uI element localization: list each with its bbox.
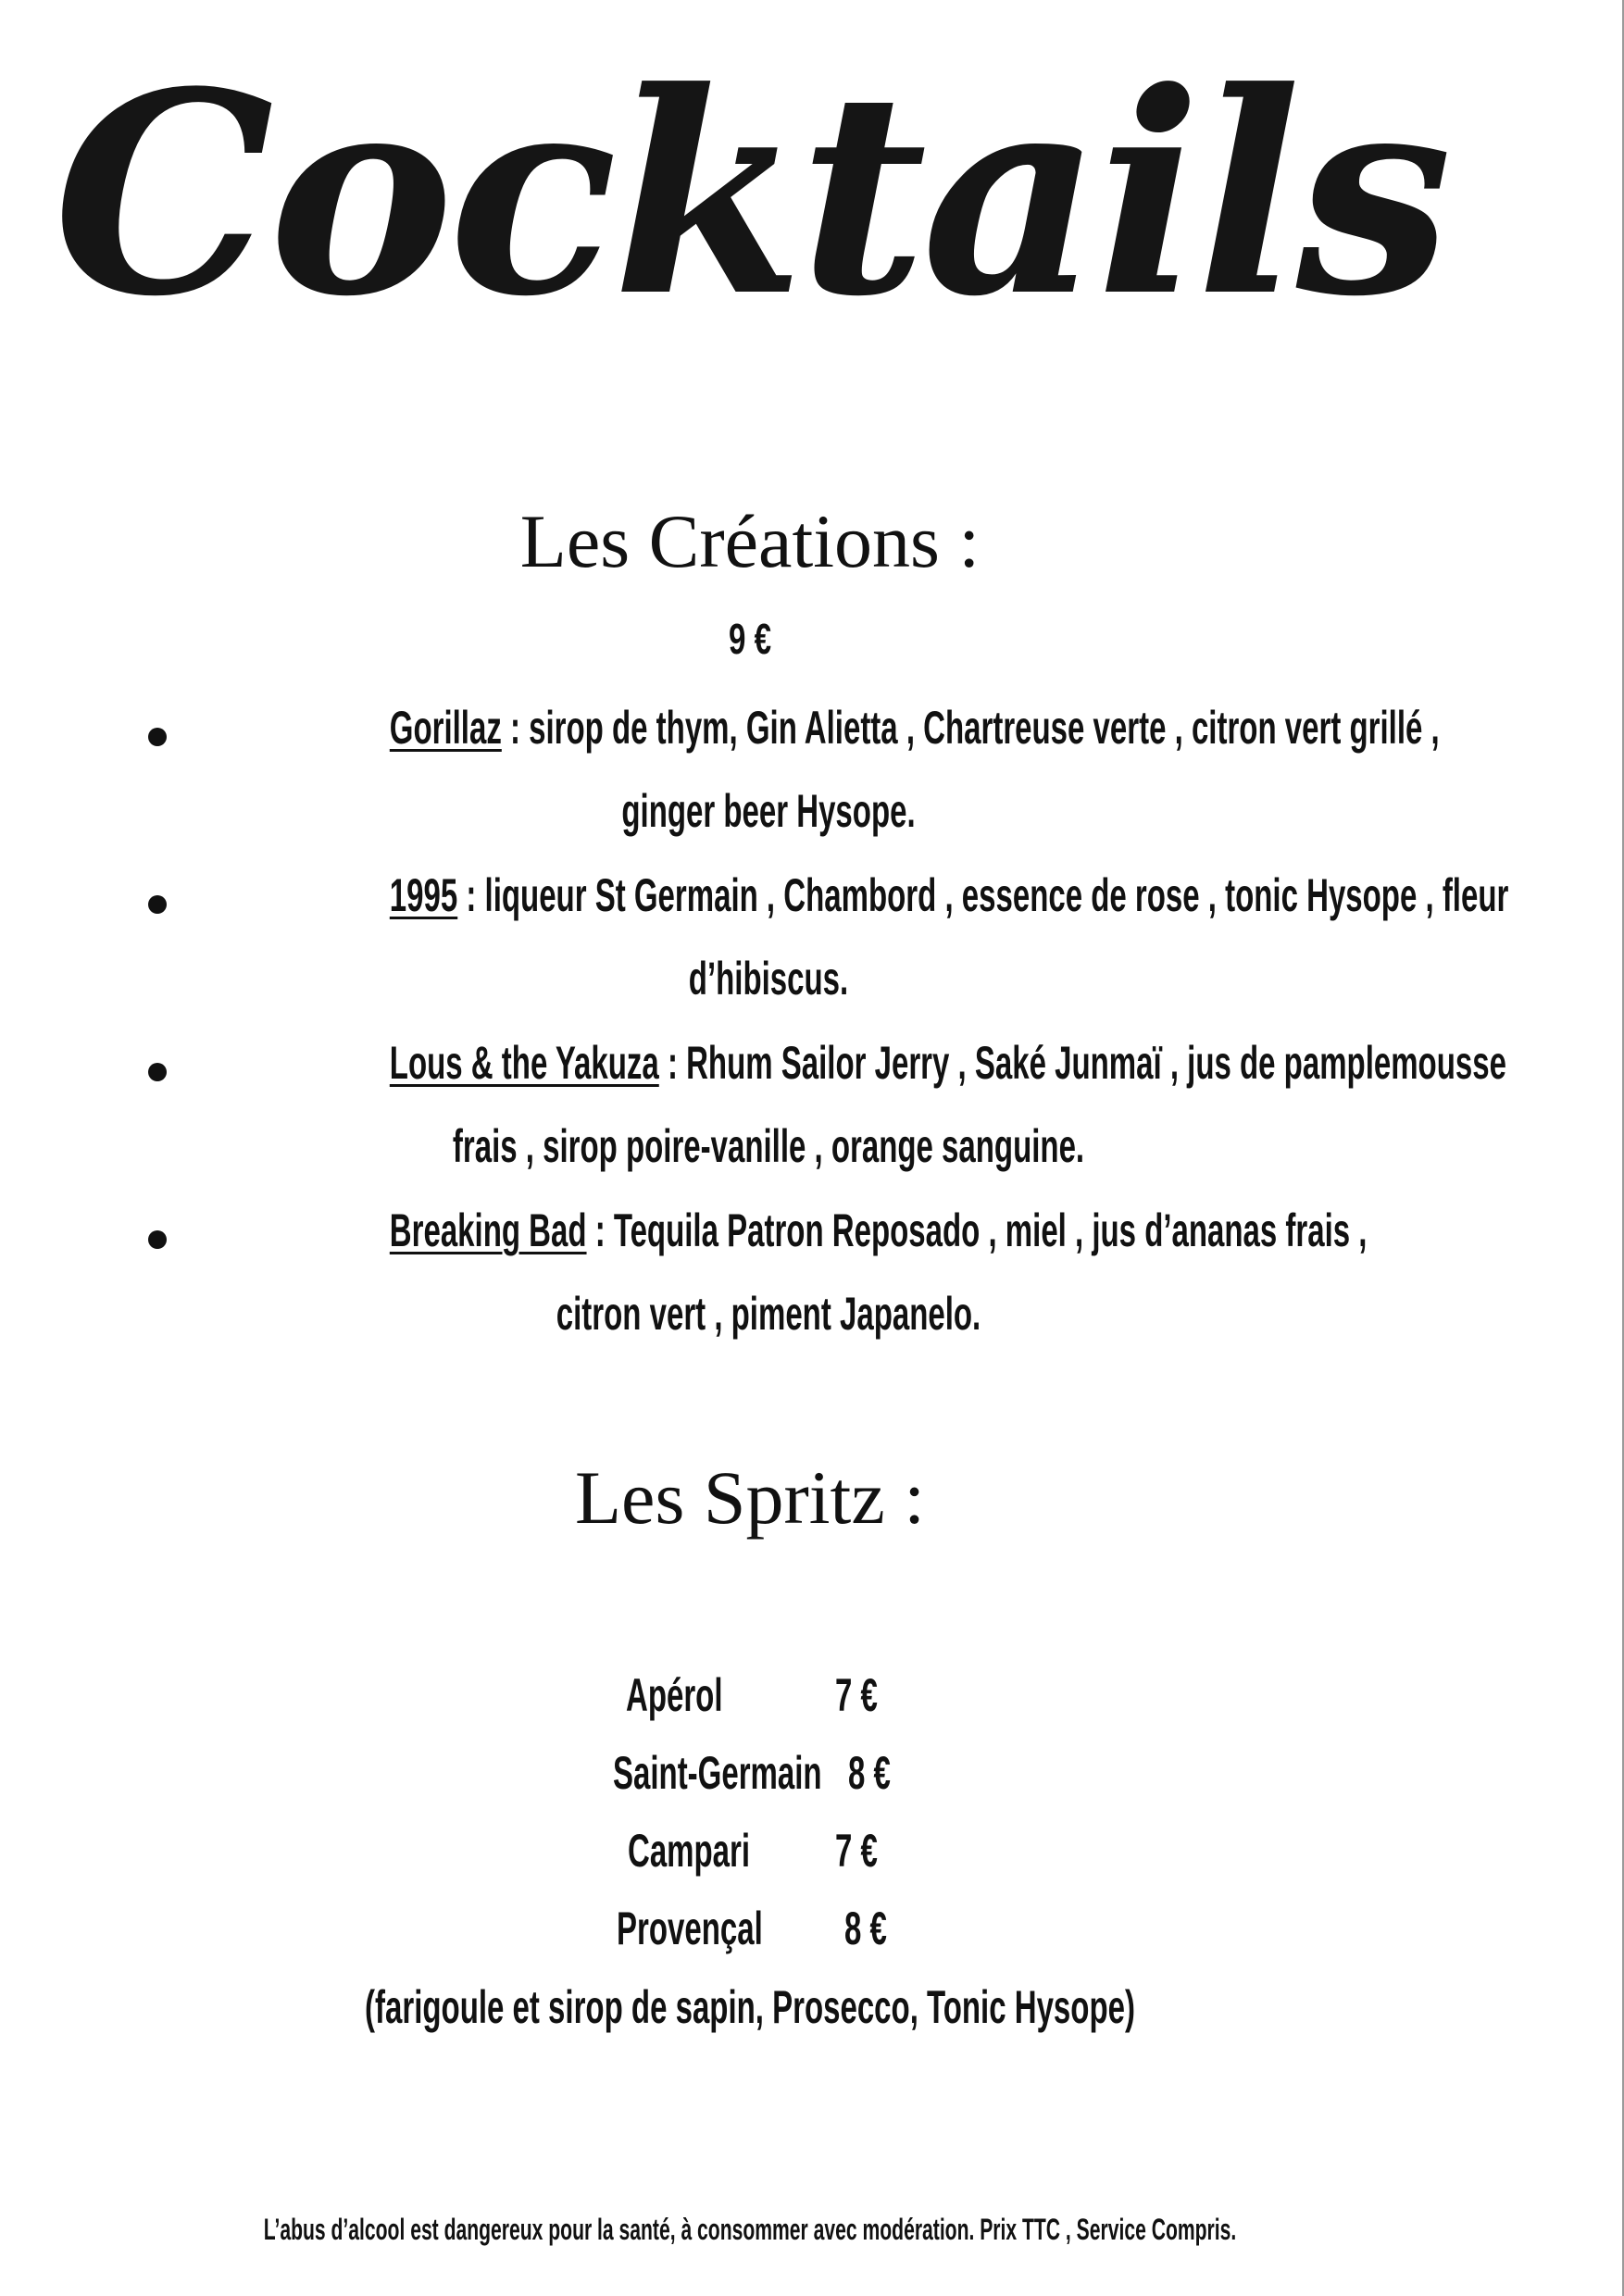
spritz-item (574, 1743, 926, 1803)
spritz-price: 7 € (835, 1825, 878, 1877)
bullet-icon (148, 895, 167, 914)
cocktail-line-2: citron vert , piment Japanelo. (556, 1288, 981, 1340)
cocktail-ingredients: : liqueur St Germain , Chambord , essence de rose , tonic Hysope , fleur (457, 869, 1509, 921)
cocktail-ingredients: : Tequila Patron Reposado , miel , jus d’ananas frais , (586, 1204, 1368, 1256)
cocktail-item (0, 867, 1624, 1036)
cocktail-name: 1995 (389, 869, 458, 921)
cocktail-line-2: d’hibiscus. (688, 953, 849, 1004)
cocktail-ingredients: : sirop de thym, Gin Alietta , Chartreuse verte , citron vert grillé , (501, 702, 1440, 754)
spritz-name: Provençal (617, 1903, 763, 1954)
cocktail-name: Gorillaz (389, 702, 502, 754)
spritz-heading: Les Spritz : (574, 1455, 926, 1540)
spritz-item (574, 1666, 926, 1725)
cocktail-name: Breaking Bad (389, 1204, 587, 1256)
spritz-price: 8 € (848, 1747, 891, 1799)
bullet-icon (148, 1063, 167, 1081)
bullet-icon (148, 1230, 167, 1249)
spritz-price: 7 € (835, 1669, 878, 1721)
spritz-name: Apérol (626, 1669, 723, 1721)
cocktail-item (0, 700, 1624, 868)
cocktail-line-1 (389, 1035, 1506, 1091)
cocktail-ingredients: : Rhum Sailor Jerry , Saké Junmaï , jus de pamplemousse (658, 1037, 1506, 1089)
cocktail-item (0, 1035, 1624, 1204)
cocktail-line-2: ginger beer Hysope. (621, 785, 916, 837)
cocktail-line-2: frais , sirop poire-vanille , orange sanguine. (452, 1120, 1085, 1172)
menu-title: Cocktails (53, 31, 1447, 357)
bullet-icon (148, 728, 167, 746)
cocktail-item (0, 1203, 1624, 1371)
spritz-note: (farigoule et sirop de sapin, Prosecco, Tonic Hysope) (365, 1981, 1135, 2033)
spritz-price: 8 € (844, 1903, 887, 1954)
spritz-name: Campari (628, 1825, 751, 1877)
creations-heading: Les Créations : (519, 499, 981, 583)
cocktail-line-1 (389, 1203, 1368, 1258)
cocktail-name: Lous & the Yakuza (389, 1037, 659, 1089)
creations-price: 9 € (728, 615, 772, 663)
cocktail-line-1 (389, 867, 1509, 923)
spritz-name: Saint-Germain (613, 1747, 822, 1799)
spritz-item (574, 1821, 926, 1880)
cocktail-line-1 (389, 700, 1440, 755)
spritz-item (574, 1899, 926, 1958)
footer-disclaimer: L’abus d’alcool est dangereux pour la santé, à consommer avec modération. Prix TTC , Service Compris. (263, 2213, 1237, 2246)
